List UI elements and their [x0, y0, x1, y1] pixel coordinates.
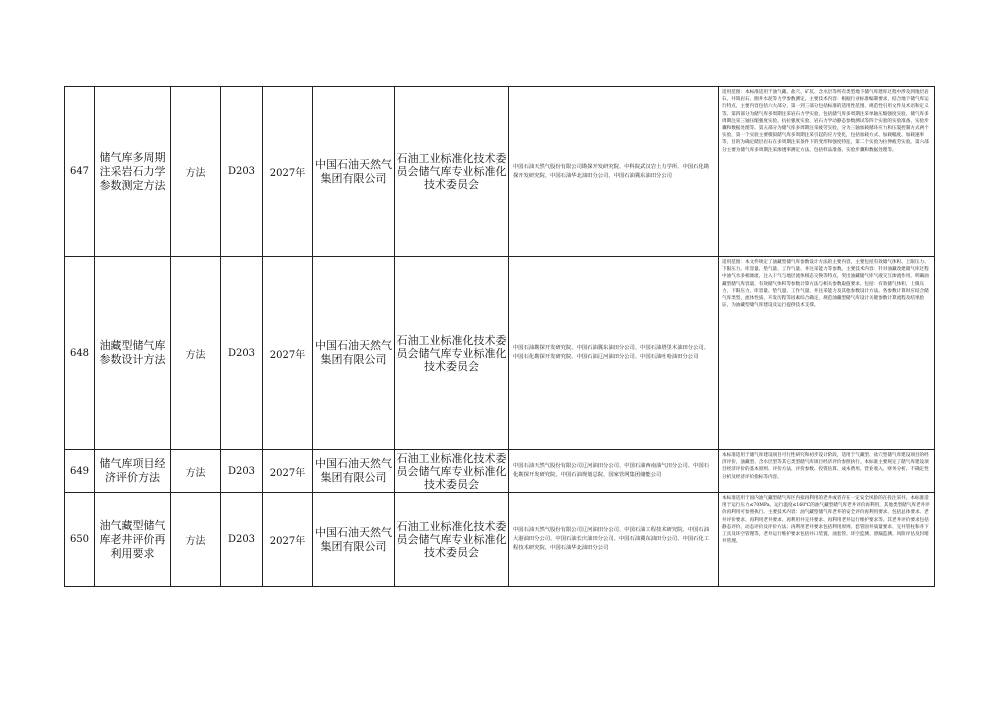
table-row — [65, 450, 935, 493]
scope-description: 本标准适用于储气库建设项目可行性研究和初步设计阶段，适用于气藏型、盐穴型储气库建设项目的经济评价，油藏型、含水层型等其它类型储气库项目经济评价参照执行。本标准主要规定了储气库建设项目经济评价的基本原则、评价方法、评价参数、投资估算、成本费用、营业收入、财务分析、不确定性分析及经济评价指标等内容。 — [719, 450, 935, 493]
standard-name: 油藏型储气库参数设计方法 — [95, 257, 171, 450]
standards-table — [64, 86, 935, 587]
table-row — [65, 87, 935, 257]
standard-type: 方法 — [171, 493, 221, 587]
standard-type: 方法 — [171, 87, 221, 257]
technical-committee: 石油工业标准化技术委员会储气库专业标准化技术委员会 — [395, 87, 509, 257]
completion-year: 2027年 — [263, 87, 313, 257]
lead-organization: 中国石油天然气集团有限公司 — [313, 87, 395, 257]
participating-units: 中国石油天然气股份有限公司勘探开发研究院、中科院武汉岩土力学所、中国石化勘探开发研究院、中国石油华北油田分公司、中国石油冀东油田分公司 — [509, 87, 719, 257]
completion-year: 2027年 — [263, 257, 313, 450]
participating-units: 中国石油勘探开发研究院、中国石油冀东油田分公司、中国石油塔里木油田分公司、中国石化勘探开发研究院、中国石油辽河油田分公司、中国石油吐哈油田分公司 — [509, 257, 719, 450]
participating-units: 中国石油天然气股份有限公司辽河油田分公司、中国石油西南油气田分公司、中国石化勘探开发研究院、中国石油规划总院、国家管网集团储能公司 — [509, 450, 719, 493]
row-number: 649 — [65, 450, 95, 493]
standard-type: 方法 — [171, 450, 221, 493]
lead-organization: 中国石油天然气集团有限公司 — [313, 493, 395, 587]
row-number: 650 — [65, 493, 95, 587]
standard-name: 储气库项目经济评价方法 — [95, 450, 171, 493]
participating-units: 中国石油天然气股份有限公司辽河油田分公司、中国石油工程技术研究院、中国石油大港油田分公司、中国石油长庆油田分公司、中国石油冀东油田分公司、中国石化工程技术研究院、中国石油华北油田分公司 — [509, 493, 719, 587]
lead-organization: 中国石油天然气集团有限公司 — [313, 257, 395, 450]
scope-description: 适用范围：本标准适用于油气藏、盐穴、矿坑、含水层等所有类型地下储气库建库过程中涉及到地层岩石、井筒岩石、圈井水泥等力学参数测定。主要技术内容：根据行业标准编制要求，结合地下储气库运行特点，主要内容包括六大部分，第一到三部分包括标准的适用性范围、规范性引用文件及术语和定义等。第四部分为储气库多周期注采岩石力学实验，包括储气库多周期注采单轴压缩强度实验、储气库多周期注采三轴压缩强度实验、抗拉强度实验、岩石力学动静态参数测试等四个实验的实验准备、实验步骤和数据处理等。第五部分为储气库多周期注采疲劳实验，分为三轴加载循环应力和压裂控制方式两个实验，第一个实验主要模拟储气库多周期注采引起的应力变化，包括加载方式、加载幅度、加载速率等，目的为确定储层岩石在多周期注采条件下的变形和强度特征，第二个实验为拉伸疲劳实验。第六部分主要为储气库多周期注采渗透率测定方法，包括样品准备、实验步骤和数据处理等。 — [719, 87, 935, 257]
row-number: 647 — [65, 87, 95, 257]
standard-code: D203 — [221, 493, 263, 587]
scope-description: 本标准适用于国内油气藏型储气库区内拟再利用的老井或者存在一定安全风险的在役注采井。本标准适用于运行压力≤70MPa、运行温度≤160℃的油气藏型储气库老井评价再利用，其他类型储气库老井评价再利用可参照执行。主要技术内容：油气藏型储气库老井的安全评价再利用要求，包括总体要求、老井评价要求、再利用老井要求、再利用井完井要求、再利用老井运行维护要求等。其老井评价要求包括静态评价、动态评价及评价方法；再利用老井要求包括利用原则、套管固井质量要求、完井管柱和井下工具及环空管理等，老井运行维护要求包括井口装置、油套管、环空监测、泄漏监测、风险评估及封堵井管理。 — [719, 493, 935, 587]
standard-code: D203 — [221, 257, 263, 450]
technical-committee: 石油工业标准化技术委员会储气库专业标准化技术委员会 — [395, 493, 509, 587]
standard-name: 油气藏型储气库老井评价再利用要求 — [95, 493, 171, 587]
lead-organization: 中国石油天然气集团有限公司 — [313, 450, 395, 493]
standard-type: 方法 — [171, 257, 221, 450]
standard-code: D203 — [221, 450, 263, 493]
technical-committee: 石油工业标准化技术委员会储气库专业标准化技术委员会 — [396, 451, 507, 491]
scope-description: 适用范围：本文件规定了油藏型储气库参数设计方法的主要内容，主要包括有效储气体积、上限压力、下限压力、库容量、垫气量、工作气量、井注采能力等参数。主要技术内容：针对油藏改建储气库过程中油气水多相渗流、注入干气与地层流体相态交换等特点，突出油藏储气库气液交互渗流作用，明确油藏型储气库容量、有效储气体积等参数计算方法与相关参数取值要求，包括：有效储气体积、上限压力、下限压力、库容量、垫气量、工作气量、井注采能力及其他参数设计方法。各参数计算时应结合储气库类型、流体性质、开发历程等因素综合确定，规范油藏型储气库设计关键参数计算流程及结果验证，为油藏型储气库建设及运行提供技术支撑。 — [719, 257, 935, 450]
completion-year: 2027年 — [263, 450, 313, 493]
table-row — [65, 257, 935, 450]
table-row — [65, 493, 935, 587]
row-number: 648 — [65, 257, 95, 450]
technical-committee: 石油工业标准化技术委员会储气库专业标准化技术委员会 — [395, 257, 509, 450]
standard-code: D203 — [221, 87, 263, 257]
standard-name: 储气库多周期注采岩石力学参数测定方法 — [95, 87, 171, 257]
completion-year: 2027年 — [263, 493, 313, 587]
